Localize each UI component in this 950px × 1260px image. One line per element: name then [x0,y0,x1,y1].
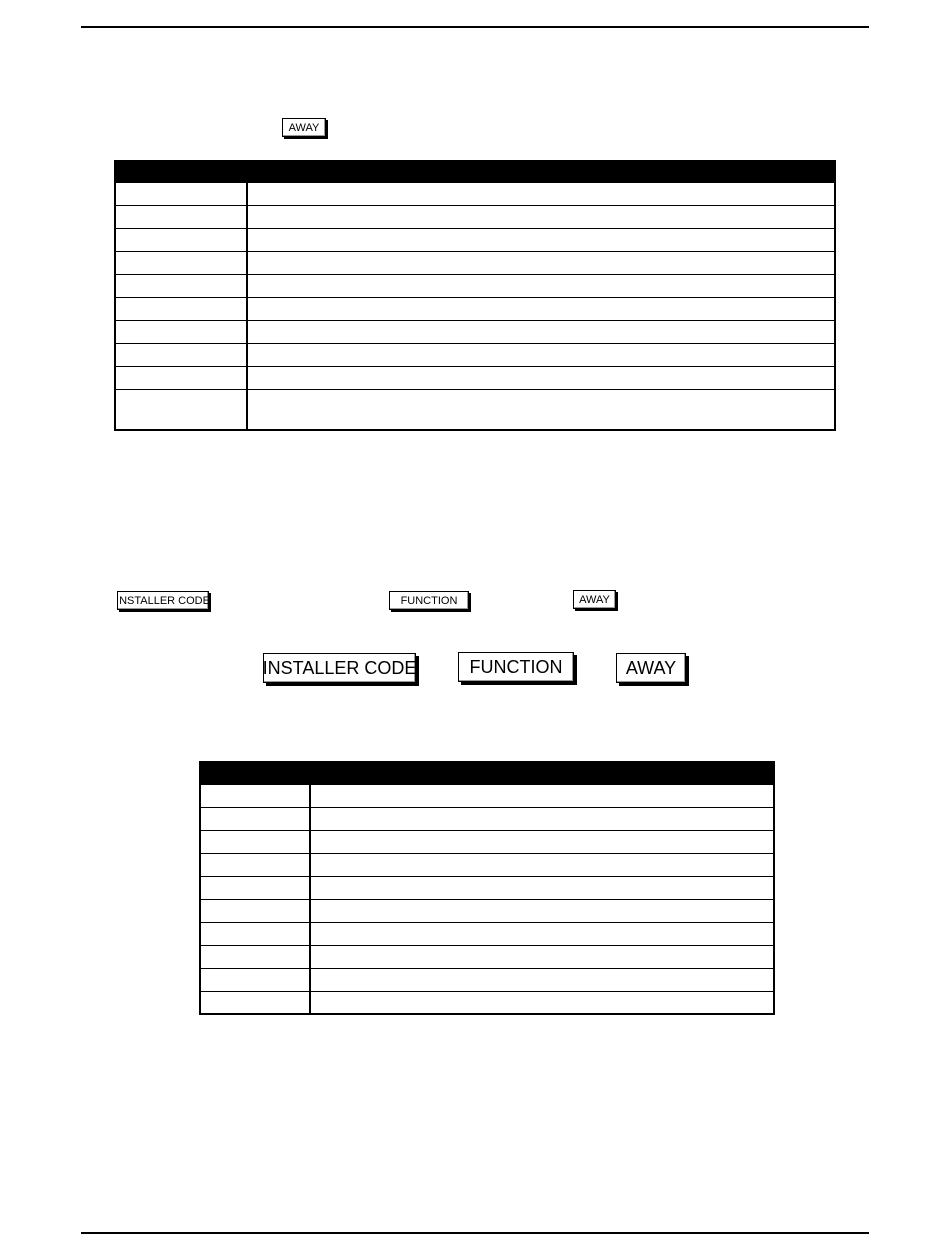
table-row [115,274,835,297]
table-cell [200,922,310,945]
table-cell [247,366,835,389]
table-cell [310,830,774,853]
table-2-header-cell [200,762,310,784]
table-cell [247,343,835,366]
table-cell [247,251,835,274]
table-1-header-cell [115,161,247,182]
function-key[interactable]: FUNCTION [389,591,469,610]
table-cell [115,297,247,320]
function-key-large[interactable]: FUNCTION [458,652,574,682]
table-cell [310,991,774,1014]
table-cell [200,784,310,807]
table-row [200,784,774,807]
table-row [200,968,774,991]
table-row [200,830,774,853]
table-cell [247,274,835,297]
table-cell [200,968,310,991]
table-2-header-row [200,762,774,784]
table-cell [247,297,835,320]
table-cell [247,205,835,228]
table-row [115,228,835,251]
table-cell [115,205,247,228]
table-cell [115,389,247,430]
table-cell [247,320,835,343]
table-row [200,991,774,1014]
table-row [200,807,774,830]
table-row [115,366,835,389]
table-cell [310,922,774,945]
table-cell [310,807,774,830]
table-cell [200,945,310,968]
table-row [115,297,835,320]
table-2 [199,761,775,1015]
table-cell [200,830,310,853]
table-cell [200,899,310,922]
table-cell [200,991,310,1014]
table-row [115,343,835,366]
table-cell [310,876,774,899]
away-key[interactable]: AWAY [282,118,326,137]
table-2-header-cell [310,762,774,784]
top-rule [81,26,869,28]
table-row [115,205,835,228]
installer-code-key-large[interactable]: INSTALLER CODE [263,653,416,683]
table-row [115,182,835,205]
table-row [200,899,774,922]
table-cell [115,274,247,297]
table-1 [114,160,836,431]
table-cell [115,182,247,205]
table-cell [310,945,774,968]
table-cell [115,320,247,343]
table-row [115,251,835,274]
table-row [115,320,835,343]
table-cell [310,784,774,807]
table-cell [115,366,247,389]
table-row [200,922,774,945]
table-row [115,389,835,430]
table-cell [115,343,247,366]
installer-code-key[interactable]: INSTALLER CODE [117,591,209,610]
table-row [200,945,774,968]
table-cell [115,228,247,251]
table-cell [115,251,247,274]
away-key-large[interactable]: AWAY [616,653,686,683]
table-cell [310,899,774,922]
table-1-header-cell [247,161,835,182]
table-row [200,853,774,876]
table-cell [200,876,310,899]
table-cell [247,228,835,251]
bottom-rule [81,1232,869,1234]
table-row [200,876,774,899]
table-cell [310,968,774,991]
table-cell [247,182,835,205]
table-1-header-row [115,161,835,182]
away-key[interactable]: AWAY [573,590,616,609]
table-cell [200,853,310,876]
table-cell [310,853,774,876]
table-cell [200,807,310,830]
table-cell [247,389,835,430]
